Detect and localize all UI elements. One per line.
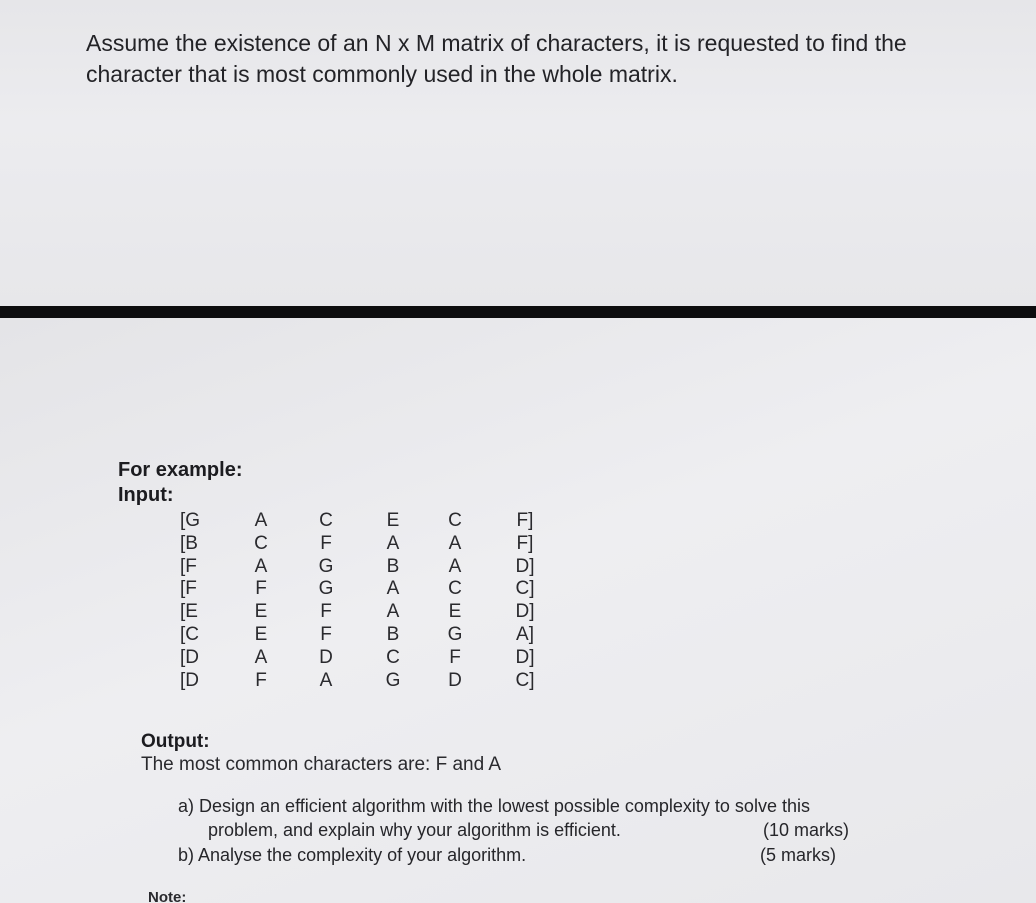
matrix-cell: [G (180, 510, 201, 531)
matrix-cell: C (448, 510, 462, 531)
note-label: Note: (148, 889, 187, 903)
matrix-cell: E (386, 510, 400, 531)
matrix-cell: G (447, 623, 463, 645)
matrix-cell: C (386, 646, 400, 668)
matrix-cell: D (448, 669, 462, 691)
task-a-line-1: a) Design an efficient algorithm with the lowest possible complexity to solve this (178, 796, 810, 816)
matrix-cell: A (319, 669, 333, 691)
matrix-cell: E (448, 601, 462, 623)
matrix-cell: B (386, 555, 400, 577)
matrix-cell: [F (180, 578, 197, 600)
question-text (86, 28, 986, 90)
example-label: For example: (118, 459, 243, 481)
matrix-cell: [E (180, 601, 198, 623)
input-label: Input: (118, 484, 174, 506)
matrix-cell: F (320, 623, 332, 645)
matrix-cell: A (254, 646, 268, 668)
matrix-cell: F (449, 646, 461, 668)
matrix-cell: [D (180, 646, 199, 668)
matrix-cell: [D (180, 669, 199, 691)
matrix-cell: C (448, 578, 462, 600)
matrix-cell: A (254, 510, 268, 531)
matrix-cell: E (254, 623, 268, 645)
matrix-cell: A (254, 555, 268, 577)
matrix-cell: F (255, 578, 267, 600)
matrix-cell: D] (515, 646, 535, 668)
matrix-cell: A (386, 601, 400, 623)
matrix-cell: [F (180, 555, 197, 577)
task-a-line-2: problem, and explain why your algorithm is efficient. (208, 820, 621, 840)
matrix-cell: F (320, 532, 332, 554)
task-a-marks: (10 marks) (763, 820, 850, 840)
matrix-cell: [B (180, 532, 198, 554)
matrix-cell: A (448, 555, 462, 577)
matrix-cell: A (448, 532, 462, 554)
matrix-cell: G (318, 578, 334, 600)
matrix-cell: B (386, 623, 400, 645)
output-text: The most common characters are: F and A (141, 754, 502, 775)
matrix-cell: [C (180, 623, 199, 645)
output-label: Output: (141, 731, 210, 752)
matrix-cell: C (319, 510, 333, 531)
task-b-line: b) Analyse the complexity of your algorithm. (178, 845, 527, 865)
question-panel (0, 0, 1036, 306)
matrix-cell: F] (516, 510, 534, 531)
matrix-cell: A (386, 532, 400, 554)
matrix-cell: E (254, 601, 268, 623)
matrix-cell: C] (515, 578, 535, 600)
task-b-marks: (5 marks) (760, 845, 836, 865)
matrix-cell: D] (515, 601, 535, 623)
matrix-cell: F (320, 601, 332, 623)
matrix-cell: F] (516, 532, 534, 554)
question-line-2: character that is most commonly used in the whole matrix. (86, 61, 678, 87)
matrix-cell: C (254, 532, 268, 554)
matrix-cell: F (255, 669, 267, 691)
matrix-cell: A (386, 578, 400, 600)
matrix-cell: D] (515, 555, 535, 577)
section-divider (0, 306, 1036, 318)
matrix-cell: C] (515, 669, 535, 691)
matrix-cell: A] (516, 623, 534, 645)
matrix-cell: G (385, 669, 401, 691)
matrix-cell: D (319, 646, 333, 668)
matrix-cell: G (318, 555, 334, 577)
question-line-1: Assume the existence of an N x M matrix of characters, it is requested to find the (86, 30, 907, 56)
